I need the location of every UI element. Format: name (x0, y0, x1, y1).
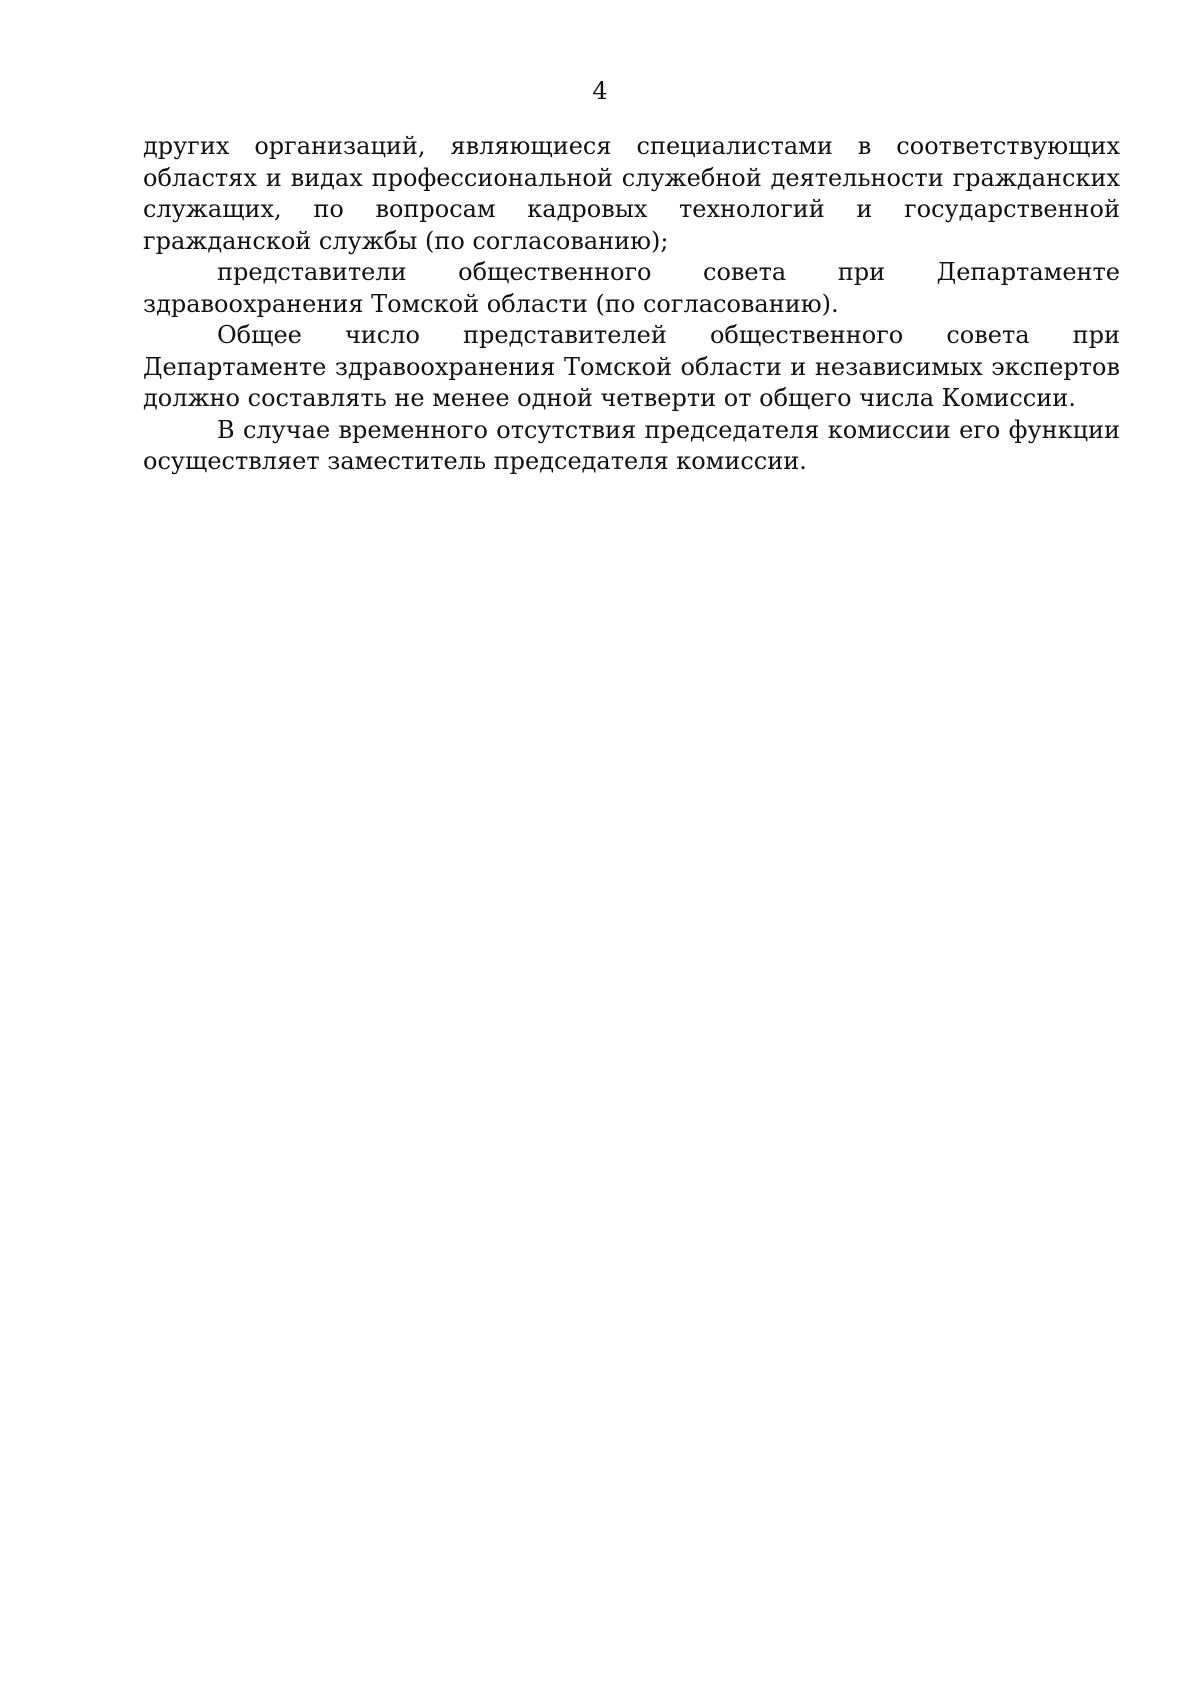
paragraph-experts-continuation: других организаций, являющиеся специалистами в соответствующих областях и видах профессиональной служебной деятельности гражданских служащих, по вопросам кадровых технологий и государственной гражданской службы (по согласованию); (143, 132, 1120, 255)
document-body (143, 131, 1120, 478)
paragraph-public-council-representatives: представители общественного совета при Департаменте здравоохранения Томской области (по согласованию). (143, 258, 1120, 318)
paragraph-representation-quota: Общее число представителей общественного совета при Департаменте здравоохранения Томской области и независимых экспертов должно составлять не менее одной четверти от общего числа Комиссии. (143, 321, 1120, 412)
paragraph-chairman-absence: В случае временного отсутствия председателя комиссии его функции осуществляет заместитель председателя комиссии. (143, 415, 1120, 475)
page-number: 4 (592, 77, 608, 105)
